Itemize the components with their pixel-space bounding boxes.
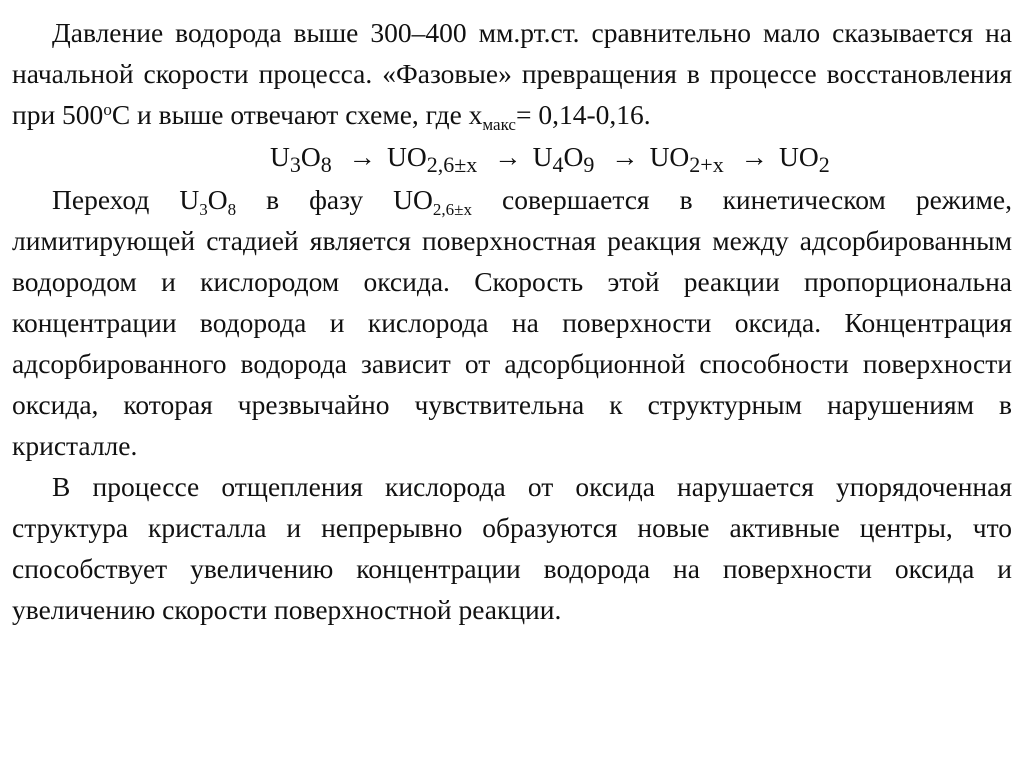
right-arrow-icon: → [611, 141, 639, 172]
formula-subscript: 4 [552, 152, 564, 177]
formula-uo2-x [650, 135, 724, 179]
paragraph-kinetic-regime [12, 179, 1012, 466]
right-arrow-icon: → [348, 141, 377, 172]
formula-subscript: 2,6±x [426, 152, 478, 177]
right-arrow-icon: → [494, 141, 522, 172]
paragraph2-text-1: Переход U [52, 184, 200, 215]
paragraph2-text-3: в фазу UO [236, 184, 433, 215]
paragraph-oxygen-removal: В процессе отщепления кислорода от оксида нарушается упорядоченная структура кристалла и непрерывно образуются новые активные центры, что способствует увеличению концентрации водорода на поверхности оксида и увеличению скорости поверхностной реакции. [12, 471, 1012, 625]
formula-symbol: UO [649, 141, 690, 172]
formula-subscript: 9 [583, 152, 595, 177]
paragraph1-text-2: С и выше отвечают схеме, где x [111, 99, 483, 130]
formula-uo2-6 [387, 135, 477, 179]
paragraph1-text-3: = 0,14-0,16. [515, 99, 651, 130]
formula-symbol: UO [778, 141, 819, 172]
paragraph2-text-2: O [207, 184, 228, 215]
formula-subscript: 8 [320, 152, 332, 177]
formula-symbol: O [300, 141, 321, 172]
formula-subscript: 2 [818, 152, 830, 177]
phase-transformation-scheme [12, 135, 1012, 179]
paragraph2-subscript-2: 8 [227, 200, 237, 219]
formula-symbol: U [532, 141, 553, 172]
right-arrow-icon: → [740, 141, 769, 172]
paragraph-hydrogen-pressure [12, 12, 1012, 135]
paragraph1-text-1: Давление водорода выше 300–400 мм.рт.ст. сравнительно мало сказывается на начальной скорости процесса. «Фазовые» превращения в процессе восстановления при 500 [12, 17, 1012, 130]
formula-u4o9 [533, 135, 595, 179]
formula-symbol: O [563, 141, 584, 172]
formula-symbol: U [270, 141, 290, 172]
paragraph2-text-4: совершается в кинетическом режиме, лимитирующей стадией является поверхностная реакция между адсорбированным водородом и кислородом оксида. Скорость этой реакции пропорциональна концентрации водорода и кислорода на поверхности оксида. Концентрация адсорбированного водорода зависит от адсорбционной способности поверхности оксида, которая чрезвычайно чувствительна к структурным нарушениям в кристалле. [12, 184, 1013, 461]
formula-uo2 [779, 135, 830, 179]
degree-superscript: o [103, 100, 112, 119]
paragraph2-subscript-3: 2,6±x [432, 200, 472, 219]
paragraph2-subscript-1: 3 [199, 200, 208, 219]
formula-symbol: UO [387, 141, 427, 172]
formula-u3o8 [270, 135, 332, 179]
formula-subscript: 2+x [689, 152, 724, 177]
x-max-subscript: макс [482, 115, 516, 134]
formula-subscript: 3 [289, 152, 301, 177]
